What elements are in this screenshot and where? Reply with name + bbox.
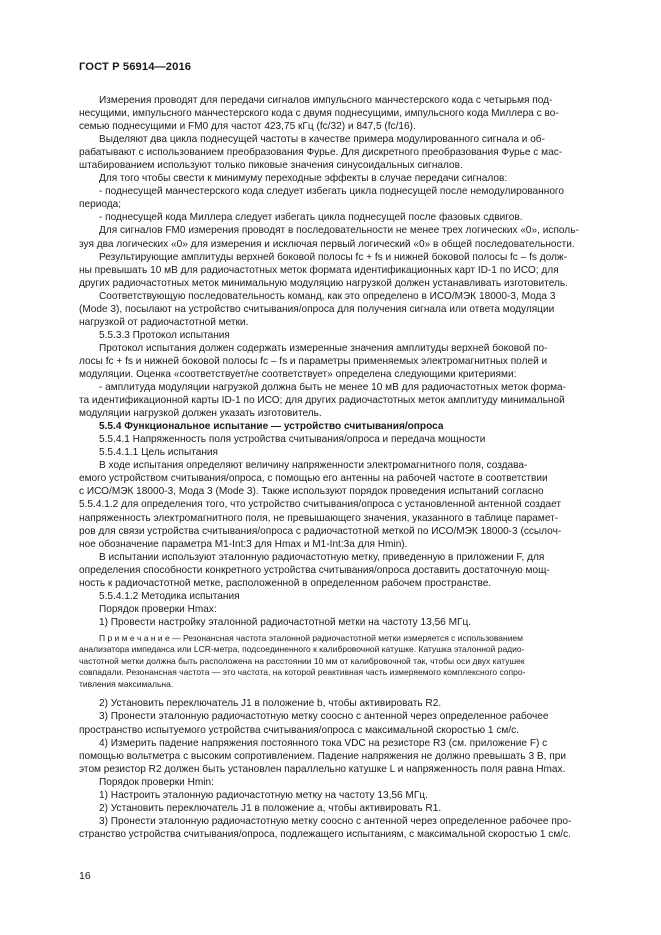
paragraph-line: (Mode 3), посылают на устройство считывания/опроса для получения сигнала или ответа модуляции	[79, 303, 555, 315]
step-line: 2) Установить переключатель J1 в положение b, чтобы активировать R2.	[99, 698, 442, 710]
step-line: 1) Провести настройку эталонной радиочастотной метки на частоту 13,56 МГц.	[99, 616, 472, 628]
paragraph-line: штабированием используют только пиковые значения синусоидальных сигналов.	[79, 160, 463, 172]
section-heading: 5.5.4.1 Напряженность поля устройства считывания/опроса и передача мощности	[99, 434, 486, 446]
paragraph-line: Для сигналов FM0 измерения проводят в последовательности не менее трех логических «0», исполь-	[99, 225, 579, 237]
section-heading: 5.5.4.1.1 Цель испытания	[99, 447, 218, 459]
paragraph-line: Для того чтобы свести к минимуму переходные эффекты в случае передачи сигналов:	[99, 173, 508, 185]
list-item-line: - амплитуда модуляции нагрузкой должна быть не менее 10 мВ для радиочастотных меток форма-	[99, 382, 566, 394]
note-line: тивления максимальна.	[79, 678, 174, 689]
paragraph-line: Порядок проверки Hmin:	[99, 776, 214, 788]
paragraph-line: Измерения проводят для передачи сигналов импульсного манчестерского кода с четырьмя под-	[99, 95, 553, 106]
paragraph-line: семью поднесущими и FM0 для частот 423,75 кГц (fc/32) и 847,5 (fc/16).	[79, 121, 416, 133]
list-item-line: - поднесущей манчестерского кода следует избегать цикла поднесущей после немодулированного	[99, 186, 565, 198]
step-line: 3) Пронести эталонную радиочастотную метку соосно с антенной через определенное рабочее про-	[99, 815, 572, 827]
document-header: ГОСТ Р 56914—2016	[79, 61, 192, 73]
paragraph-line: нагрузкой от радиочастотной метки.	[79, 316, 249, 328]
list-item-line: - поднесущей кода Миллера следует избегать цикла поднесущей после фазовых сдвигов.	[99, 212, 523, 224]
step-line: 4) Измерить падение напряжения постоянного тока VDC на резисторе R3 (см. приложение F) с	[99, 737, 548, 749]
paragraph-line: Соответствующую последовательность команд, как это определено в ИСО/МЭК 18000-3, Мода 3	[99, 290, 556, 302]
paragraph-line: с ИСО/МЭК 18000-3, Мода 3 (Mode 3). Также используют порядок проведения испытаний согласно	[79, 486, 544, 498]
note-line: частотной метки должна быть расположена на расстоянии 10 мм от калибровочной так, чтобы оси двух катушек	[79, 655, 525, 666]
step-line: 2) Установить переключатель J1 в положение a, чтобы активировать R1.	[99, 802, 442, 814]
paragraph-line: определения способности конкретного устройства считывания/опроса доставить достаточную мощ-	[79, 564, 550, 576]
paragraph-line: В испытании используют эталонную радиочастотную метку, приведенную в приложении F, для	[99, 551, 545, 563]
note-line: П р и м е ч а н и е — Резонансная частота эталонной радиочастотной метки измеряется с использованием	[99, 632, 524, 643]
document-body	[79, 94, 589, 841]
step-line: помощью вольтметра с высоким сопротивлением. Падение напряжения не должно превышать 3 В, при	[79, 750, 566, 762]
step-line: 1) Настроить эталонную радиочастотную метку на частоту 13,56 МГц.	[99, 789, 428, 801]
paragraph-line: Порядок проверки Hmax:	[99, 603, 217, 615]
section-heading-bold: 5.5.4 Функциональное испытание — устройство считывания/опроса	[99, 421, 444, 433]
step-line: 3) Пронести эталонную радиочастотную метку соосно с антенной через определенное рабочее	[99, 711, 549, 723]
paragraph-line: напряженность электромагнитного поля, не превышающего значения, указанного в таблице парамет-	[79, 512, 559, 524]
list-item-line: периода;	[79, 199, 122, 211]
paragraph-line: модуляции. Оценка «соответствует/не соответствует» определена следующими критериями:	[79, 368, 517, 380]
list-item-line: та идентификационной карты ID-1 по ИСО; для других радиочастотных меток амплитуду минимальной	[79, 395, 565, 407]
list-item-line: модуляции нагрузкой должен указать изготовитель.	[79, 408, 322, 420]
paragraph-line: рабатывают с использованием преобразования Фурье. Для дискретного преобразования Фурье с мас-	[79, 147, 563, 159]
step-line: этом резистор R2 должен быть установлен параллельно катушке L и напряженность поля равна Hmax.	[79, 763, 566, 775]
paragraph-line: ны превышать 10 мВ для радиочастотных меток формата идентификационных карт ID-1 по ИСО; для	[79, 264, 559, 276]
paragraph-line: емого устройством считывания/опроса, с помощью его антенны на рабочей частоте в соответствии	[79, 473, 548, 485]
note-line: анализатора импеданса или LCR-метра, подсоединенного к калибровочной катушке. Катушка эталонной радио-	[79, 644, 525, 655]
paragraph-line: Результирующие амплитуды верхней боковой полосы fc + fs и нижней боковой полосы fc – fs долж-	[99, 251, 568, 263]
paragraph-line: 5.5.4.1.2 для определения того, что устройство считывания/опроса с установленной антенной создает	[79, 499, 561, 511]
paragraph-line: Выделяют два цикла поднесущей частоты в качестве примера модулированного сигнала и об-	[99, 134, 545, 146]
step-line: странство устройства считывания/опроса, подлежащего испытаниям, с максимальной скоростью 1 см/с.	[79, 828, 571, 840]
paragraph-line: других радиочастотных меток минимальную модуляцию нагрузкой должен устанавливать изготовитель.	[79, 277, 568, 289]
section-heading: 5.5.3.3 Протокол испытания	[99, 329, 230, 341]
section-heading: 5.5.4.1.2 Методика испытания	[99, 590, 240, 602]
step-line: пространство испытуемого устройства считывания/опроса с максимальной скоростью 1 см/с.	[79, 724, 519, 736]
page-number: 16	[79, 870, 91, 882]
paragraph-line: зуя два логических «0» для измерения и исключая первый логический «0» в общей последовательности.	[79, 238, 575, 250]
note-line: совпадали. Резонансная частота — это частота, на которой реактивная часть измеряемого комплексного сопро-	[79, 667, 526, 678]
paragraph-line: В ходе испытания определяют величину напряженности электромагнитного поля, создава-	[99, 460, 528, 472]
paragraph-line: Протокол испытания должен содержать измеренные значения амплитуды верхней боковой по-	[99, 342, 548, 354]
paragraph-line: ность к радиочастотной метке, расположенной в определенном рабочем пространстве.	[79, 577, 492, 589]
paragraph-line: несущими, импульсного манчестерского кода с двумя поднесущими, импульсного кода Миллера с во-	[79, 108, 559, 120]
paragraph-line: ров для связи устройства считывания/опроса с радиочастотной меткой по ИСО/МЭК 18000-3 (ссылоч-	[79, 525, 562, 537]
paragraph-line: ное обозначение параметра M1-Int:3 для Hmax и M1-Int:3a для Hmin).	[79, 538, 408, 550]
paragraph-line: лосы fc + fs и нижней боковой полосы fc – fs и параметры применяемых электромагнитных полей и	[79, 355, 548, 367]
